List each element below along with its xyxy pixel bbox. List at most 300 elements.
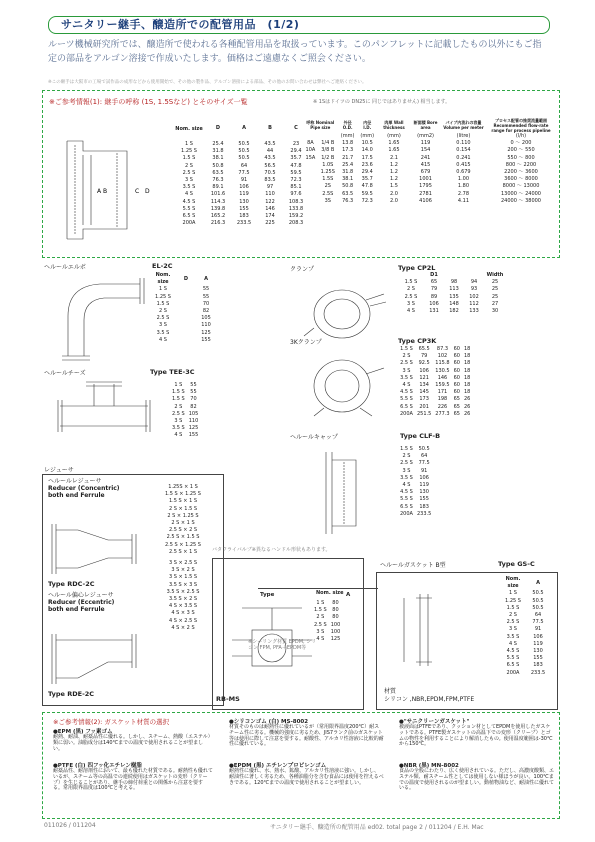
cp2l-cell: 113 (449, 286, 459, 293)
size-table-cell: 50.5 (238, 141, 250, 147)
tee3c-cell: 125 (188, 425, 199, 432)
size-table-cell: 119 (239, 191, 249, 198)
pipe-table-cell: 1.00 (457, 176, 470, 183)
size-table-cell: 146 (265, 205, 275, 212)
cp3k-cell: 60 (453, 382, 460, 389)
pipe-table-row (303, 198, 555, 205)
butterfly-header-a: A (346, 592, 351, 598)
cp3k-row (398, 411, 472, 418)
pipe-table-cell: 4106 (419, 197, 432, 204)
tee3c-cell: 1.5 S (172, 389, 185, 396)
el2c-row (150, 315, 216, 322)
size-table-cell: 25.4 (212, 141, 224, 147)
gasket-material: シリコン ,NBR,EPDM,FPM,PTFE (384, 696, 475, 703)
cp2l-cell: 102 (469, 293, 479, 300)
clfb-cell: 6.5 S (400, 503, 413, 510)
cp3k-cell: 145 (419, 389, 429, 396)
rdc2c-size-item: 2.5 S × 2 S (168, 527, 198, 534)
size-table-cell: 6.5 S (182, 213, 196, 220)
clfb-cell: 5.5 S (400, 496, 413, 503)
size-header-b: B (268, 125, 272, 132)
size-table-cell: 50.5 (238, 148, 250, 155)
cp3k-cell: 60 (453, 346, 460, 352)
cp3k-cell: 146 (437, 374, 448, 381)
tee3c-row (170, 432, 200, 439)
pipe-table-cell: 0.415 (456, 161, 471, 168)
el2c-header: D (183, 275, 189, 282)
cp2l-cell: 89 (430, 293, 438, 300)
size-table-row (173, 191, 309, 198)
el2c-row (150, 294, 216, 301)
butterfly-table (312, 600, 342, 643)
pipe-table-cell: 241 (420, 154, 431, 161)
cp2l-cell: 4 S (407, 308, 415, 315)
size-table-cell: 1.5 S (182, 155, 196, 162)
rde2c-size-item: 3.5 S × 2.5 S (166, 588, 200, 595)
cp3k-cell: 134 (419, 382, 429, 389)
el2c-cell (176, 315, 196, 322)
intro-note: ※この継手は大阪市の工場で試作品の成形などから使用開始で、その他の製作品、アルゴン溶接による部品、その他のお問い合わせは弊社へご連絡ください。 (48, 80, 367, 85)
rde2c-size-item: 4 S × 2.5 S (168, 617, 198, 624)
rde2c-size-item: 3 S × 1.5 S (168, 574, 198, 581)
cp2l-section-title: クランプ (290, 266, 315, 273)
tee3c-cell: 1.5 S (172, 396, 185, 403)
cp3k-cell: 18 (464, 353, 471, 360)
pipe-unit: (litre) (456, 133, 471, 139)
el2c-cell: 82 (202, 308, 210, 315)
size-table-cell: 23 (292, 141, 300, 147)
butterfly-cell: 80 (332, 614, 339, 621)
el2c-table (150, 272, 216, 344)
cp2l-header (464, 272, 484, 279)
size-table-cell: 72.3 (290, 177, 302, 184)
svg-text:D: D (145, 188, 150, 195)
clfb-cell: 1.5 S (400, 446, 413, 452)
gsc-row (500, 634, 550, 641)
gsc-row (500, 598, 550, 605)
el2c-cell: 105 (201, 315, 211, 322)
pipe-header-volume: パイプ内流れの容量 Volume per meter (443, 120, 484, 130)
rde2c-title (48, 592, 114, 613)
tee3c-cell: 55 (190, 389, 197, 396)
cap-drawing (316, 446, 376, 540)
gasket-item-title: ●EPM (黒) フッ素ゴム (53, 729, 113, 735)
el2c-cell (176, 294, 196, 301)
rdc2c-title (48, 478, 120, 499)
butterfly-cell: 80 (332, 600, 339, 606)
cp2l-cell: 148 (449, 300, 459, 307)
pipe-table-cell: 47.8 (361, 183, 373, 190)
butterfly-valve-drawing (222, 600, 322, 676)
pipe-table-cell: 59.5 (361, 190, 373, 197)
clfb-cell: 64 (420, 453, 428, 460)
clfb-cell: 155 (419, 496, 429, 503)
gasket-item-body: 耐熱、耐油、耐薬品性に優れる。しかし、スチーム、熱酸（エステル）類に弱い。油脂成分は140℃までの温度で使用されることが望ましい。 (53, 734, 213, 752)
size-table-row (173, 220, 309, 227)
tee3c-cell: 3.5 S (172, 425, 185, 432)
clfb-row (398, 504, 433, 511)
clfb-cell: 4.5 S (400, 489, 413, 496)
pipe-table-row (303, 176, 555, 183)
pipe-table-cell: 1/2 B (321, 154, 335, 161)
cp3k-cell: 251.5 (416, 410, 432, 417)
size-table-row (173, 199, 309, 206)
gasket-item-nbr (399, 761, 554, 792)
reference-2-title: ※ご参考情報(2): ガスケット材質の選択 (53, 718, 170, 726)
pipe-table-cell: 23.6 (361, 161, 373, 168)
pipe-table-cell: 2.78 (457, 190, 470, 197)
pipe-table-cell: 1.2 (390, 176, 398, 183)
ferrule-drawing (57, 131, 167, 251)
cp3k-row (398, 396, 472, 403)
el2c-cell: 70 (202, 300, 210, 307)
size-table-cell: 56.5 (264, 162, 276, 169)
size-header-a: A (242, 125, 246, 132)
pipe-table-row (303, 162, 555, 169)
size-table-cell: 133.8 (288, 205, 304, 212)
cp3k-cell: 277.3 (435, 410, 450, 417)
reference-1-title: ※ご参考情報(1): 継手の呼称 (1S, 1.5Sなど) とそのサイズ一覧 (49, 98, 248, 106)
size-table-cell: 110 (265, 191, 275, 198)
pipe-table-cell: 3/8 B (321, 147, 335, 154)
gsc-row (500, 670, 550, 677)
gsc-cell: 200A (506, 669, 520, 676)
pipe-table-cell: 10A (305, 147, 316, 154)
el2c-type: EL-2C (152, 262, 173, 270)
size-table (173, 117, 309, 227)
cp3k-cell: 201 (419, 403, 429, 410)
gsc-type: Type GS-C (498, 560, 535, 568)
rde2c-size-item: 4 S × 3.5 S (168, 603, 198, 610)
cp3k-section-title: 3Kクランプ (290, 339, 322, 346)
pipe-table-cell: 8000 ～ 13000 (502, 183, 540, 190)
pipe-table-cell: 0.110 (456, 140, 471, 147)
size-table-cell: 97 (266, 184, 274, 191)
el2c-cell: 1.5 S (156, 300, 170, 307)
size-header-nom: Nom. size (175, 126, 203, 132)
concentric-reducer-drawing (48, 520, 138, 578)
cp3k-row (398, 382, 472, 389)
cp2l-header (444, 272, 464, 279)
cp3k-cell: 79 (420, 353, 428, 360)
pipe-table-cell: 1.65 (388, 147, 400, 154)
pipe-table-cell (303, 162, 318, 169)
pipe-table (303, 117, 555, 205)
clfb-row (398, 468, 433, 475)
size-table-cell: 47.8 (290, 162, 302, 169)
clfb-row (398, 475, 433, 482)
cp3k-cell: 18 (464, 382, 471, 389)
el2c-row (150, 330, 216, 337)
clamp-drawing (300, 280, 390, 344)
gasket-item-title: ●"サニクリーンガスケット" (399, 719, 470, 725)
pipe-table-cell: 200 ～ 550 (507, 147, 535, 154)
pipe-header-flow: プロセス配管の推奨流量範囲 Recommended flow-rate range for process pipeline (491, 117, 551, 133)
clfb-cell: 183 (419, 503, 429, 510)
size-table-row (173, 155, 309, 162)
el2c-cell (176, 322, 196, 329)
cp2l-cell: 65 (430, 279, 438, 286)
tee3c-row (170, 389, 200, 396)
el2c-cell: 55 (202, 293, 210, 300)
cp2l-row (398, 279, 506, 286)
cp2l-cell: 93 (470, 286, 478, 293)
tee3c-row (170, 382, 200, 389)
clfb-cell: 130 (419, 489, 429, 496)
rde2c-title-en2: both end Ferrule (48, 606, 105, 613)
pipe-table-cell: 1001 (419, 176, 432, 183)
cp3k-row (398, 404, 472, 411)
cp2l-cell: 182 (449, 308, 459, 315)
el2c-cell: 3.5 S (156, 329, 170, 336)
intro-text: ルーツ機械研究所では、醸造所で使われる各種配管用品を取扱っています。このパンフレットに記載したもの以外にもご指定の部品をアルゴン溶接で作成いたします。価格はご遠慮なくご照会ください。 (48, 40, 542, 64)
pipe-table-cell: 2.1 (390, 154, 398, 161)
rdc2c-title-en: Reducer (Concentric) (48, 485, 120, 492)
pipe-table-cell: 14.0 (361, 147, 373, 154)
gsc-cell: 130 (533, 648, 543, 655)
cp2l-cell: 98 (450, 279, 458, 286)
cp3k-cell: 18 (464, 346, 471, 352)
pipe-table-cell: 550 ～ 800 (507, 154, 535, 161)
butterfly-row (312, 629, 342, 636)
clfb-cell: 119 (419, 482, 429, 489)
gasket-drawing (390, 590, 460, 670)
gasket-item-title: ●シリコンゴム (白) MS-8002 (229, 719, 309, 725)
rdc2c-size-item: 2 S × 1.5 S (168, 505, 198, 512)
gsc-cell: 2 S (509, 612, 517, 619)
size-table-cell: 50.5 (238, 155, 250, 162)
size-table-cell: 89.1 (212, 184, 224, 191)
size-header-c: C (294, 125, 298, 132)
pipe-table-cell: 1.5S (322, 176, 334, 183)
size-table-cell: 3 S (185, 177, 193, 184)
cp2l-row (398, 301, 506, 308)
gsc-header: Nom. size (505, 576, 521, 590)
page-header (48, 16, 550, 34)
cp3k-cell: 2 S (402, 353, 411, 360)
clfb-cell: 200A (400, 510, 413, 517)
pipe-unit: (mm) (387, 133, 401, 139)
el2c-row (150, 301, 216, 308)
pipe-table-cell: 2.0 (390, 190, 398, 197)
pipe-table-cell (303, 198, 318, 205)
clfb-row (398, 496, 433, 503)
pipe-table-cell: 38.1 (342, 176, 354, 183)
gsc-section-title: ヘルールガスケット B型 (380, 562, 446, 569)
cp2l-cell: 133 (469, 308, 479, 315)
pipe-table-cell: 10.5 (361, 140, 373, 147)
clfb-row (398, 460, 433, 467)
footer-left: 011026 / 011204 (44, 822, 96, 829)
cp3k-cell: 171 (437, 389, 448, 396)
cp3k-cell: 18 (464, 367, 471, 374)
size-table-cell: 85.1 (290, 184, 302, 191)
gsc-row (500, 641, 550, 648)
size-table-cell: 2 S (185, 162, 193, 169)
cp3k-row (398, 389, 472, 396)
rdc2c-title-jp: ヘルールレジューサ (48, 478, 102, 485)
size-table-cell: 139.8 (210, 205, 226, 212)
gsc-cell: 106 (533, 633, 543, 640)
el2c-cell (176, 308, 196, 315)
clfb-cell: 3.5 S (400, 474, 413, 481)
pipe-unit: (mm) (360, 133, 375, 139)
cp3k-cell: 65 (453, 396, 460, 403)
clfb-row (398, 489, 433, 496)
cp3k-cell: 115.8 (435, 360, 450, 367)
size-table-cell: 38.1 (212, 155, 224, 162)
tee3c-cell: 155 (188, 432, 199, 439)
el2c-cell (176, 301, 196, 308)
rdc2c-size-item: 2.5 S × 1.25 S (165, 541, 201, 548)
cp2l-header: Width (486, 272, 504, 278)
cp3k-row (398, 353, 472, 360)
cp2l-table (398, 272, 506, 315)
size-table-cell: 44 (266, 148, 274, 155)
tee3c-cell: 2 S (174, 403, 183, 410)
cp3k-table (398, 346, 472, 418)
tee3c-row (170, 404, 200, 411)
cp3k-cell: 130.5 (435, 367, 450, 374)
cp3k-cell: 65 (453, 410, 460, 417)
size-table-cell: 155 (239, 205, 249, 212)
butterfly-type: RB-MS (216, 695, 240, 703)
cp2l-cell: 131 (429, 308, 439, 315)
clfb-section-title: ヘルールキャップ (290, 434, 338, 441)
cp3k-row (398, 368, 472, 375)
pipe-table-cell: 415 (420, 161, 431, 168)
pipe-unit (303, 133, 338, 140)
el2c-cell: 1 S (159, 286, 167, 293)
gsc-row (500, 662, 550, 669)
clfb-row (398, 511, 433, 518)
pipe-table-cell: 8A (307, 140, 314, 147)
cp2l-type: Type CP2L (398, 264, 436, 272)
cp2l-cell: 27 (491, 300, 499, 307)
clfb-cell: 91 (420, 467, 428, 474)
pipe-table-cell: 154 (420, 147, 431, 154)
pipe-table-cell: 17.3 (342, 147, 354, 154)
size-table-cell: 43.5 (264, 155, 276, 162)
gsc-cell: 4.5 S (506, 648, 520, 655)
butterfly-cell: 2.5 S (314, 621, 327, 628)
cp3k-cell: 60 (453, 389, 460, 396)
tee3c-cell: 2.5 S (172, 410, 185, 417)
size-table-cell: 64 (240, 162, 248, 169)
cp3k-cell: 26 (464, 410, 471, 417)
pipe-header-nominal: 呼称 Nominal Pipe size (306, 120, 335, 130)
svg-text:A: A (97, 188, 102, 195)
gasket-item-ptfe (53, 761, 213, 792)
cp3k-cell: 18 (464, 360, 471, 367)
butterfly-note: バタフライバルブ※異なるハンドル形状もあります。 (212, 547, 331, 553)
pipe-table-cell: 13.8 (342, 140, 354, 147)
tee3c-type: Type TEE-3C (150, 368, 195, 376)
gasket-item-silicone (229, 717, 384, 748)
pipe-table-cell: 1/4 B (321, 140, 335, 147)
cp3k-cell: 3.5 S (400, 374, 413, 381)
cp3k-cell: 60 (453, 353, 460, 360)
el2c-section-title: ヘルールエルボ (44, 264, 86, 271)
size-table-cell: 130 (239, 198, 249, 205)
el2c-cell: 110 (201, 322, 211, 329)
clfb-cell: 233.5 (416, 510, 432, 517)
cp3k-cell: 4.5 S (400, 389, 413, 396)
size-table-row (173, 213, 309, 220)
rde2c-size-item: 3.5 S × 3 S (168, 581, 198, 588)
pipe-table-cell: 2781 (419, 190, 432, 197)
size-table-cell: 2.5 S (182, 169, 196, 176)
gsc-cell: 119 (533, 640, 543, 647)
pipe-unit: (mm2) (417, 133, 434, 139)
footer-right: サニタリー継手、醸造所の配管用品 ed02. total page 2 / 011204 / E.H. Mac (270, 824, 484, 831)
page-title: サニタリー継手、醸造所での配管用品 (1/2) (61, 18, 300, 31)
clfb-cell: 2.5 S (400, 460, 413, 467)
el2c-cell: 155 (201, 336, 211, 343)
el2c-cell: 1.25 S (155, 293, 171, 300)
pipe-table-cell: 0.241 (456, 154, 471, 161)
gsc-table (500, 576, 550, 677)
cp2l-row (398, 294, 506, 301)
cp2l-cell: 94 (470, 279, 478, 286)
clfb-cell: 2 S (402, 453, 411, 460)
rde2c-size-item: 4 S × 3 S (171, 610, 195, 617)
rdc2c-size-item: 2.5 S × 1 S (168, 548, 198, 555)
size-table-cell: 70.5 (264, 169, 276, 176)
rdc2c-title-en2: both end Ferrule (48, 492, 105, 499)
pipe-table-cell: 2S (324, 183, 331, 190)
rde2c-size-item: 4 S × 2 S (171, 624, 195, 631)
gsc-cell: 155 (533, 655, 543, 662)
pipe-table-cell: 17.5 (361, 154, 373, 161)
size-table-cell: 35.7 (290, 155, 302, 162)
size-table-row (173, 163, 309, 170)
cp3k-cell: 87.3 (436, 346, 449, 352)
pipe-table-cell: 1.5 (390, 183, 398, 190)
gasket-item-body: 材質そのものは耐熱性に優れているが（常用限界温度200℃）耐スチーム性に劣る。機械的強度に劣るため、JIS7ランク前のガスケット等は使用に際して注意を要する。耐酸性、アルカリ性溶液に比較的耐性に優れている。 (229, 724, 384, 748)
rdc2c-size-item: 1.5 S × 1 S (168, 498, 198, 505)
cp2l-cell: 3 S (407, 300, 415, 307)
pipe-table-cell: 0 ～ 200 (510, 140, 532, 147)
pipe-table-cell: 1.2 (390, 161, 398, 168)
gsc-cell: 4 S (509, 640, 517, 647)
size-table-cell: 216.3 (210, 220, 226, 227)
clfb-row (398, 482, 433, 489)
pipe-table-cell: 1.25S (320, 169, 335, 176)
size-table-row (173, 148, 309, 155)
cp3k-cell: 121 (419, 374, 429, 381)
pipe-table-cell: 24000 ～ 38000 (501, 197, 541, 204)
cp3k-cell: 3 S (402, 367, 411, 374)
pipe-table-cell: 1.65 (388, 140, 400, 147)
pipe-table-cell: 72.3 (361, 197, 373, 204)
gsc-cell: 183 (533, 662, 543, 669)
cp3k-cell: 60 (453, 374, 460, 381)
gsc-row (500, 590, 550, 597)
size-table-row (173, 170, 309, 177)
cp3k-cell: 106 (419, 367, 429, 374)
el2c-row (150, 286, 216, 293)
size-table-row (173, 206, 309, 213)
pipe-table-cell: 1.80 (457, 183, 470, 190)
pipe-table-cell: 1.2 (390, 169, 398, 176)
cp3k-cell: 4 S (402, 382, 411, 389)
el2c-cell (176, 330, 196, 337)
cp2l-cell: 2 S (407, 286, 415, 293)
pipe-table-cell: 2.5S (322, 190, 334, 197)
pipe-table-cell: 0.679 (456, 169, 471, 176)
size-table-cell: 233.5 (236, 220, 252, 227)
